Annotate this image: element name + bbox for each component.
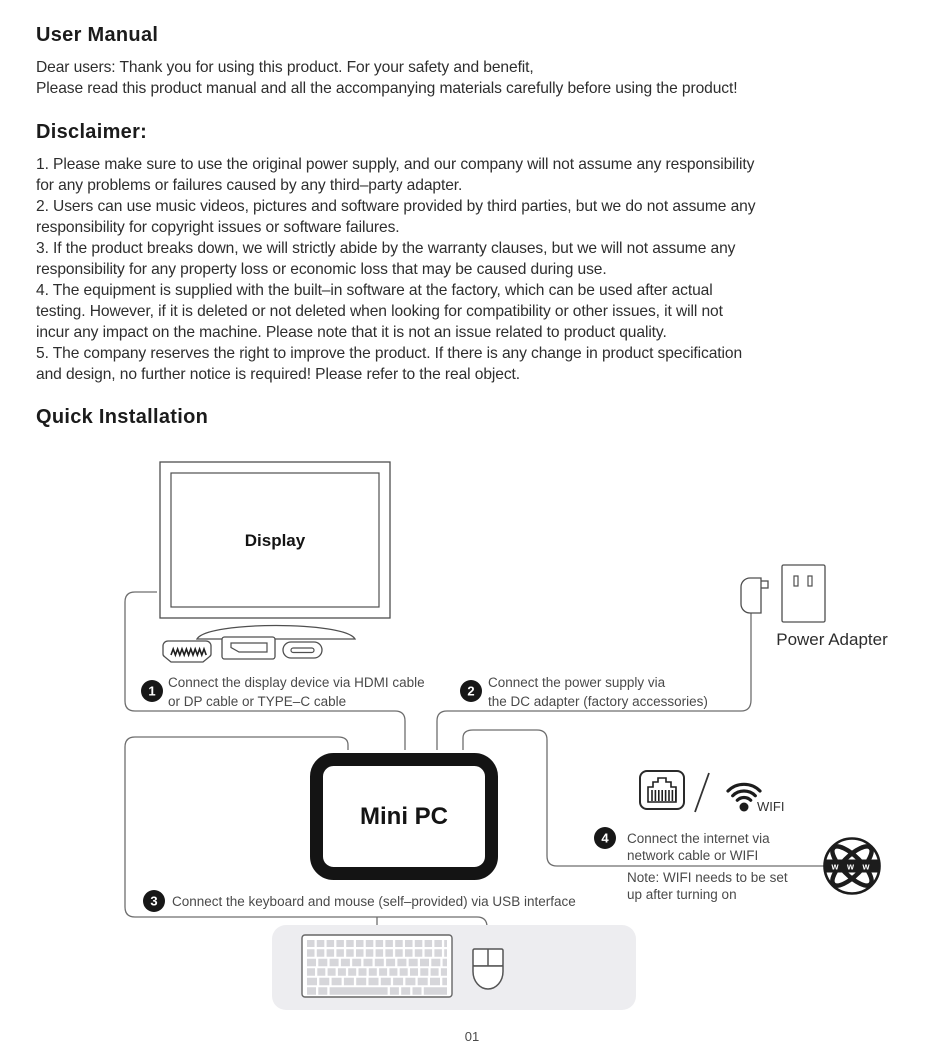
- wall-outlet-icon: [782, 565, 825, 622]
- disclaimer-line: 4. The equipment is supplied with the built–in software at the factory, which can be used after actual: [36, 282, 713, 299]
- intro-line: Please read this product manual and all the accompanying materials carefully before using the product!: [36, 80, 738, 97]
- slash-divider: [695, 773, 709, 812]
- ethernet-port-icon: [640, 771, 684, 809]
- monitor-stand: [197, 626, 355, 640]
- disclaimer-line: responsibility for any property loss or economic loss that may be caused during use.: [36, 261, 607, 278]
- disclaimer-line: responsibility for copyright issues or software failures.: [36, 219, 400, 236]
- step-1-text: or DP cable or TYPE–C cable: [168, 694, 347, 709]
- displayport-icon: [222, 637, 275, 659]
- page-title: User Manual: [36, 24, 159, 46]
- wifi-label: WIFI: [757, 799, 785, 814]
- svg-text:4: 4: [601, 830, 609, 846]
- keyboard-icon: [302, 935, 452, 997]
- disclaimer-line: for any problems or failures caused by any third–party adapter.: [36, 177, 463, 194]
- step-4-note: up after turning on: [627, 887, 737, 902]
- disclaimer-line: 1. Please make sure to use the original power supply, and our company will not assume any responsibility: [36, 156, 755, 173]
- mini-pc-label: Mini PC: [360, 803, 448, 830]
- disclaimer-line: and design, no further notice is required! Please refer to the real object.: [36, 366, 520, 383]
- step-3-text: Connect the keyboard and mouse (self–provided) via USB interface: [172, 894, 576, 909]
- power-plug-icon: [741, 578, 768, 613]
- monitor-icon: [160, 462, 390, 639]
- svg-text:1: 1: [148, 683, 156, 699]
- disclaimer-line: 2. Users can use music videos, pictures and software provided by third parties, but we do not assume any: [36, 198, 756, 215]
- quick-installation-title: Quick Installation: [36, 406, 209, 428]
- step-3: [143, 890, 576, 912]
- step-4-text: network cable or WIFI: [627, 848, 759, 863]
- globe-label: w w w: [831, 861, 873, 872]
- svg-text:3: 3: [150, 893, 158, 909]
- disclaimer-line: 3. If the product breaks down, we will strictly abide by the warranty clauses, but we will not assume any: [36, 240, 736, 257]
- power-adapter-label: Power Adapter: [776, 630, 888, 649]
- usb-c-port-icon: [283, 642, 322, 658]
- wifi-icon: [728, 784, 760, 811]
- step-1-text: Connect the display device via HDMI cable: [168, 675, 425, 690]
- mini-pc-box: [317, 760, 492, 874]
- step-4: [594, 827, 788, 902]
- intro-line: Dear users: Thank you for using this product. For your safety and benefit,: [36, 59, 534, 76]
- display-label: Display: [244, 531, 306, 550]
- disclaimer-line: incur any impact on the machine. Please note that it is not an issue related to product quality.: [36, 324, 667, 341]
- disclaimer-line: testing. However, if it is deleted or not deleted when looking for compatibility or other issues, it will not: [36, 303, 723, 320]
- disclaimer-line: 5. The company reserves the right to improve the product. If there is any change in product specification: [36, 345, 743, 362]
- step-2-text: Connect the power supply via: [488, 675, 666, 690]
- step-1: [141, 675, 425, 709]
- hdmi-port-icon: [163, 641, 211, 662]
- page-number: 01: [464, 1029, 480, 1044]
- mouse-icon: [473, 949, 503, 989]
- disclaimer-title: Disclaimer:: [36, 121, 148, 143]
- step-2: [460, 675, 708, 709]
- step-4-note: Note: WIFI needs to be set: [627, 870, 788, 885]
- svg-text:2: 2: [467, 683, 475, 699]
- step-2-text: the DC adapter (factory accessories): [488, 694, 708, 709]
- step-4-text: Connect the internet via: [627, 831, 770, 846]
- globe-icon: [822, 839, 882, 894]
